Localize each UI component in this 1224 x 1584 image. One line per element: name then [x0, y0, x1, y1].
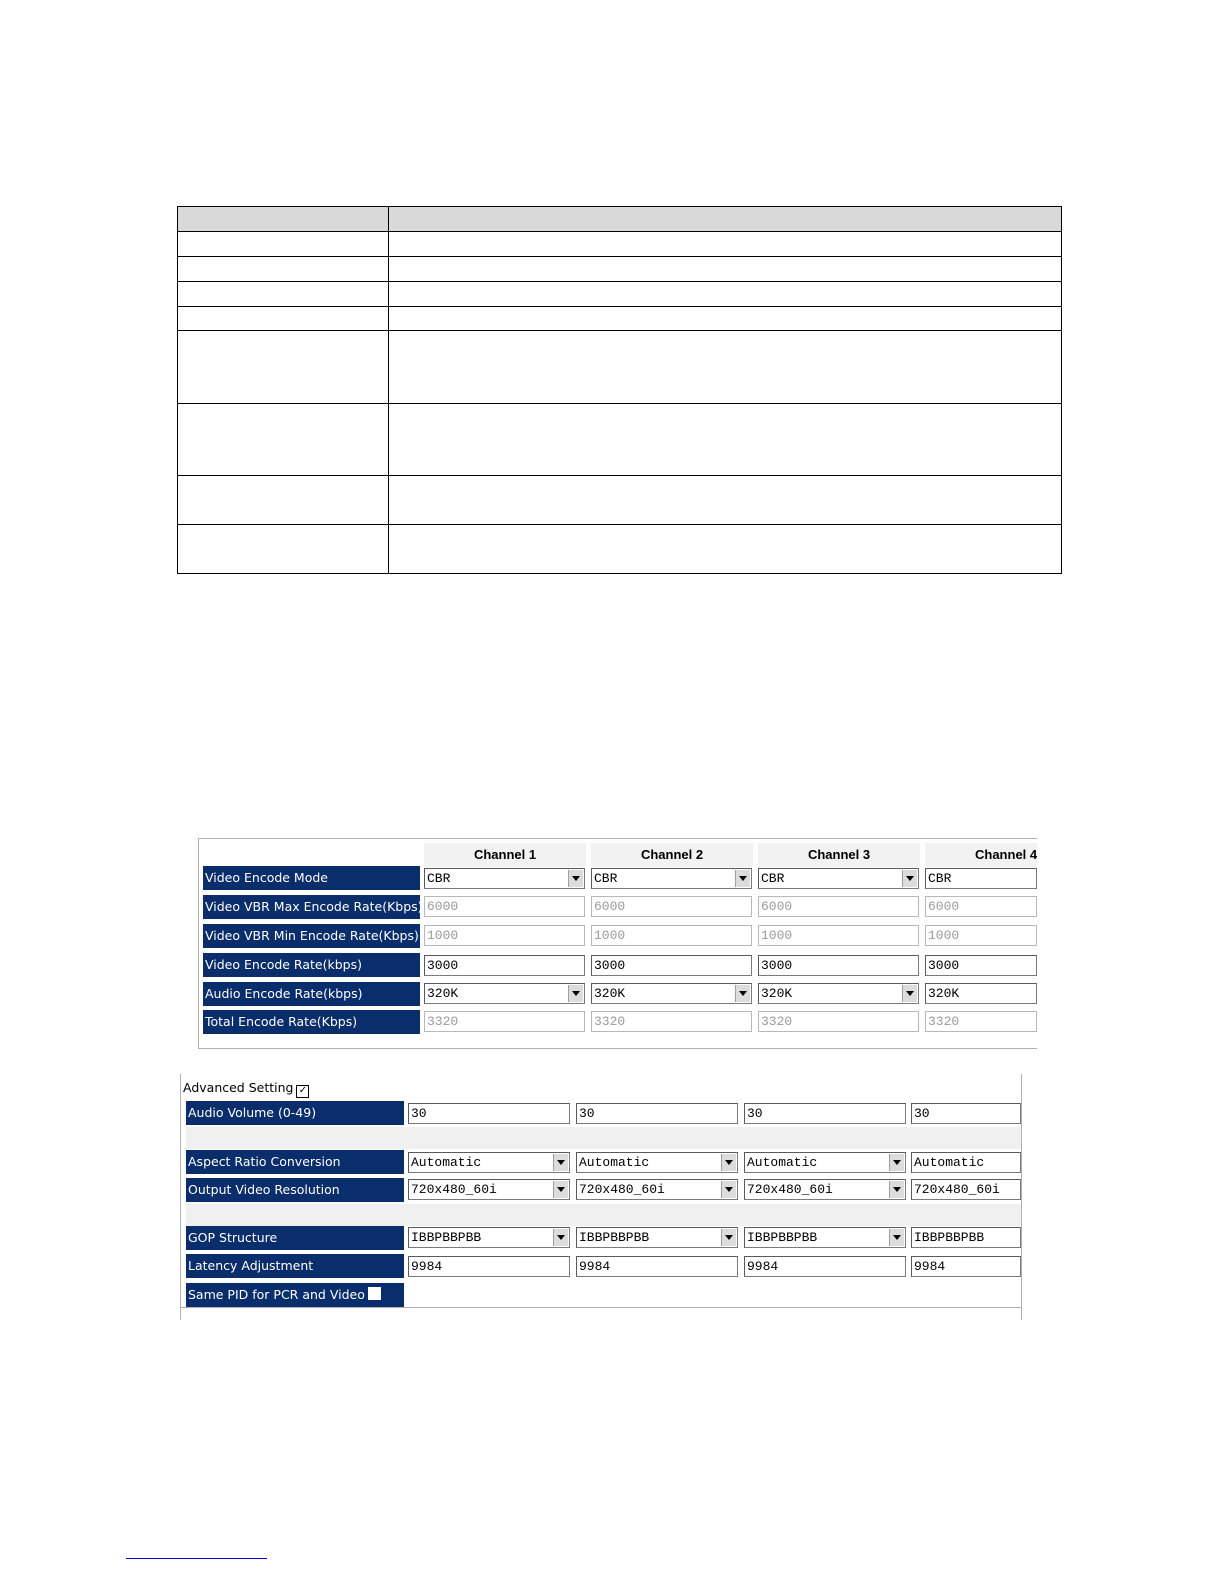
- table-cell: [178, 476, 389, 525]
- gop-structure-select[interactable]: IBBPBBPBB: [408, 1227, 570, 1248]
- chevron-down-icon: [902, 870, 917, 887]
- document-table: [177, 206, 1062, 574]
- encode-settings-panel: [198, 838, 1037, 1049]
- aspect-ratio-select[interactable]: Automatic: [744, 1152, 906, 1173]
- channel-4-header: Channel 4: [925, 843, 1037, 867]
- vbr-min-rate-input[interactable]: 1000: [591, 925, 752, 946]
- chevron-down-icon: [553, 1229, 568, 1246]
- audio-volume-input[interactable]: 30: [911, 1103, 1021, 1124]
- audio-volume-input[interactable]: 30: [408, 1103, 570, 1124]
- same-pid-text: Same PID for PCR and Video: [188, 1287, 365, 1302]
- vbr-max-rate-input[interactable]: 6000: [591, 896, 752, 917]
- table-cell: [389, 282, 1062, 307]
- audio-encode-rate-select[interactable]: 320K: [424, 983, 585, 1004]
- section-separator: [186, 1127, 1021, 1149]
- table-cell: [178, 282, 389, 307]
- audio-encode-rate-label: Audio Encode Rate(kbps): [203, 982, 420, 1006]
- aspect-ratio-select[interactable]: Automatic: [576, 1152, 738, 1173]
- output-resolution-select[interactable]: 720x480_60i: [911, 1179, 1021, 1200]
- chevron-down-icon: [889, 1229, 904, 1246]
- table-cell: [178, 257, 389, 282]
- output-resolution-label: Output Video Resolution: [186, 1178, 404, 1202]
- advanced-setting-label: Advanced Setting: [183, 1080, 294, 1095]
- chevron-down-icon: [721, 1229, 736, 1246]
- video-encode-rate-input[interactable]: 3000: [758, 955, 919, 976]
- gop-structure-label: GOP Structure: [186, 1226, 404, 1250]
- audio-encode-rate-select[interactable]: 320K: [758, 983, 919, 1004]
- channel-1-header: Channel 1: [424, 843, 586, 867]
- footer-link-underline[interactable]: [126, 1558, 267, 1559]
- audio-volume-input[interactable]: 30: [576, 1103, 738, 1124]
- audio-volume-input[interactable]: 30: [744, 1103, 906, 1124]
- advanced-settings-panel: [180, 1074, 1022, 1320]
- output-resolution-select[interactable]: 720x480_60i: [576, 1179, 738, 1200]
- chevron-down-icon: [721, 1181, 736, 1198]
- table-cell: [178, 307, 389, 331]
- vbr-max-rate-input[interactable]: 6000: [758, 896, 919, 917]
- same-pid-label: [186, 1283, 404, 1307]
- latency-adjustment-label: Latency Adjustment: [186, 1254, 404, 1278]
- table-cell: [178, 232, 389, 257]
- table-header-cell: [178, 207, 389, 232]
- chevron-down-icon: [735, 870, 750, 887]
- chevron-down-icon: [553, 1181, 568, 1198]
- table-cell: [389, 232, 1062, 257]
- video-encode-mode-select[interactable]: CBR: [925, 868, 1037, 889]
- total-encode-rate-input[interactable]: 3320: [591, 1011, 752, 1032]
- advanced-setting-checkbox[interactable]: ✓: [296, 1085, 309, 1098]
- latency-adjustment-input[interactable]: 9984: [744, 1256, 906, 1277]
- video-encode-mode-select[interactable]: CBR: [758, 868, 919, 889]
- channel-2-header: Channel 2: [591, 843, 753, 867]
- vbr-min-rate-input[interactable]: 1000: [424, 925, 585, 946]
- audio-encode-rate-select[interactable]: 320K: [591, 983, 752, 1004]
- table-cell: [178, 331, 389, 404]
- section-separator: [186, 1204, 1021, 1226]
- vbr-max-rate-input[interactable]: 6000: [424, 896, 585, 917]
- table-cell: [178, 404, 389, 476]
- panel-divider: [181, 1307, 1022, 1308]
- video-encode-rate-input[interactable]: 3000: [925, 955, 1037, 976]
- total-encode-rate-label: Total Encode Rate(Kbps): [203, 1010, 420, 1034]
- output-resolution-select[interactable]: 720x480_60i: [744, 1179, 906, 1200]
- chevron-down-icon: [735, 985, 750, 1002]
- video-encode-rate-label: Video Encode Rate(kbps): [203, 953, 420, 977]
- chevron-down-icon: [721, 1154, 736, 1171]
- audio-volume-label: Audio Volume (0-49): [186, 1101, 404, 1125]
- latency-adjustment-input[interactable]: 9984: [911, 1256, 1021, 1277]
- aspect-ratio-label: Aspect Ratio Conversion: [186, 1150, 404, 1174]
- video-encode-mode-select[interactable]: CBR: [424, 868, 585, 889]
- audio-encode-rate-select[interactable]: 320K: [925, 983, 1037, 1004]
- vbr-min-rate-input[interactable]: 1000: [758, 925, 919, 946]
- vbr-min-rate-input[interactable]: 1000: [925, 925, 1037, 946]
- chevron-down-icon: [568, 985, 583, 1002]
- table-cell: [389, 307, 1062, 331]
- video-encode-rate-input[interactable]: 3000: [424, 955, 585, 976]
- vbr-max-rate-input[interactable]: 6000: [925, 896, 1037, 917]
- chevron-down-icon: [889, 1181, 904, 1198]
- aspect-ratio-select[interactable]: Automatic: [911, 1152, 1021, 1173]
- chevron-down-icon: [553, 1154, 568, 1171]
- total-encode-rate-input[interactable]: 3320: [758, 1011, 919, 1032]
- gop-structure-select[interactable]: IBBPBBPBB: [576, 1227, 738, 1248]
- chevron-down-icon: [902, 985, 917, 1002]
- chevron-down-icon: [889, 1154, 904, 1171]
- vbr-min-rate-label: Video VBR Min Encode Rate(Kbps): [203, 924, 420, 948]
- total-encode-rate-input[interactable]: 3320: [925, 1011, 1037, 1032]
- table-cell: [389, 476, 1062, 525]
- table-cell: [389, 525, 1062, 574]
- same-pid-checkbox[interactable]: [368, 1287, 381, 1300]
- table-cell: [178, 525, 389, 574]
- advanced-setting-row: [183, 1080, 309, 1098]
- table-header-cell: [389, 207, 1062, 232]
- table-cell: [389, 331, 1062, 404]
- channel-3-header: Channel 3: [758, 843, 920, 867]
- video-encode-mode-select[interactable]: CBR: [591, 868, 752, 889]
- video-encode-rate-input[interactable]: 3000: [591, 955, 752, 976]
- aspect-ratio-select[interactable]: Automatic: [408, 1152, 570, 1173]
- table-cell: [389, 404, 1062, 476]
- table-cell: [389, 257, 1062, 282]
- chevron-down-icon: [568, 870, 583, 887]
- video-encode-mode-label: Video Encode Mode: [203, 866, 420, 890]
- output-resolution-select[interactable]: 720x480_60i: [408, 1179, 570, 1200]
- panel-divider: [1021, 1074, 1022, 1320]
- latency-adjustment-input[interactable]: 9984: [576, 1256, 738, 1277]
- total-encode-rate-input[interactable]: 3320: [424, 1011, 585, 1032]
- gop-structure-select[interactable]: IBBPBBPBB: [911, 1227, 1021, 1248]
- vbr-max-rate-label: Video VBR Max Encode Rate(Kbps): [203, 895, 420, 919]
- latency-adjustment-input[interactable]: 9984: [408, 1256, 570, 1277]
- gop-structure-select[interactable]: IBBPBBPBB: [744, 1227, 906, 1248]
